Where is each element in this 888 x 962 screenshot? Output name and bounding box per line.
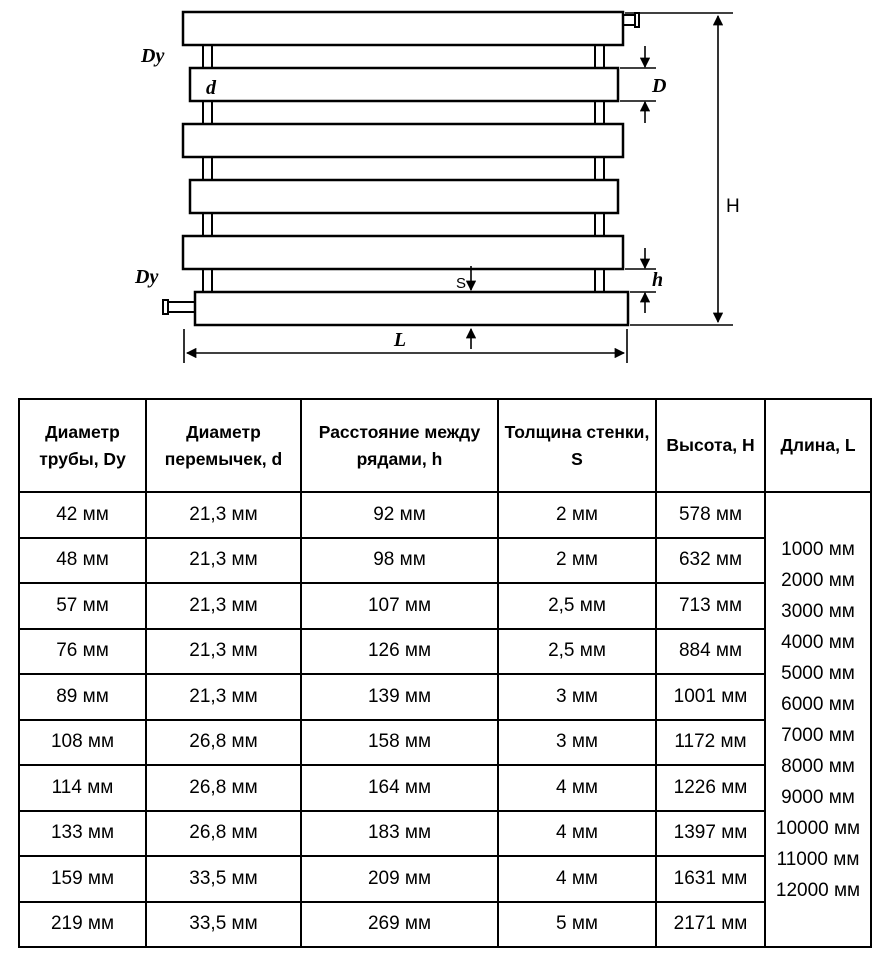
- column-header: Длина, L: [765, 399, 871, 492]
- length-cell: [765, 492, 871, 947]
- table-cell: 1631 мм: [656, 856, 765, 902]
- length-value: 4000 мм: [781, 631, 855, 653]
- table-cell: 2 мм: [498, 538, 656, 584]
- table-cell: 159 мм: [19, 856, 146, 902]
- column-header: Диаметр перемычек, d: [146, 399, 301, 492]
- table-row: [19, 538, 871, 584]
- table-cell: 4 мм: [498, 811, 656, 857]
- table-cell: 884 мм: [656, 629, 765, 675]
- table-cell: 21,3 мм: [146, 674, 301, 720]
- table-cell: 107 мм: [301, 583, 498, 629]
- spec-table: [18, 398, 872, 948]
- table-cell: 92 мм: [301, 492, 498, 538]
- table-cell: 713 мм: [656, 583, 765, 629]
- label-H: H: [726, 196, 740, 217]
- table-header-row: [19, 399, 871, 492]
- column-header: Высота, H: [656, 399, 765, 492]
- table-cell: 1226 мм: [656, 765, 765, 811]
- table-cell: 89 мм: [19, 674, 146, 720]
- label-d: d: [206, 77, 216, 99]
- label-D: D: [652, 75, 667, 97]
- table-cell: 4 мм: [498, 765, 656, 811]
- label-h: h: [652, 269, 664, 291]
- table-row: [19, 856, 871, 902]
- table-cell: 57 мм: [19, 583, 146, 629]
- label-L: L: [393, 329, 407, 351]
- tube-row: [190, 180, 618, 213]
- length-value: 5000 мм: [781, 662, 855, 684]
- tube-row: [195, 292, 628, 325]
- length-value: 2000 мм: [781, 569, 855, 591]
- table-cell: 164 мм: [301, 765, 498, 811]
- table-row: [19, 902, 871, 948]
- table-row: [19, 583, 871, 629]
- table-cell: 26,8 мм: [146, 765, 301, 811]
- length-value: 8000 мм: [781, 755, 855, 777]
- table-cell: 126 мм: [301, 629, 498, 675]
- length-value: 3000 мм: [781, 600, 855, 622]
- tube-rows: [183, 12, 628, 325]
- table-cell: 42 мм: [19, 492, 146, 538]
- table-cell: 183 мм: [301, 811, 498, 857]
- outlet-stub-bottom: [163, 300, 196, 314]
- table-cell: 48 мм: [19, 538, 146, 584]
- table-row: [19, 720, 871, 766]
- table-cell: 108 мм: [19, 720, 146, 766]
- length-value: 9000 мм: [781, 786, 855, 808]
- length-value: 11000 мм: [776, 848, 860, 870]
- table-cell: 269 мм: [301, 902, 498, 948]
- table-cell: 4 мм: [498, 856, 656, 902]
- table-cell: 1172 мм: [656, 720, 765, 766]
- table-cell: 1397 мм: [656, 811, 765, 857]
- label-S: S: [456, 275, 467, 292]
- register-drawing: [0, 0, 888, 392]
- table-row: [19, 674, 871, 720]
- table-cell: 114 мм: [19, 765, 146, 811]
- length-value: 7000 мм: [781, 724, 855, 746]
- length-value: 12000 мм: [775, 879, 861, 901]
- table-cell: 3 мм: [498, 720, 656, 766]
- length-value: 6000 мм: [781, 693, 855, 715]
- table-cell: 158 мм: [301, 720, 498, 766]
- table-row: [19, 811, 871, 857]
- table-cell: 578 мм: [656, 492, 765, 538]
- table-cell: 21,3 мм: [146, 538, 301, 584]
- table-cell: 632 мм: [656, 538, 765, 584]
- table-cell: 1001 мм: [656, 674, 765, 720]
- table-cell: 21,3 мм: [146, 492, 301, 538]
- table-cell: 98 мм: [301, 538, 498, 584]
- table-cell: 139 мм: [301, 674, 498, 720]
- table-cell: 3 мм: [498, 674, 656, 720]
- table-cell: 2,5 мм: [498, 629, 656, 675]
- table-cell: 2171 мм: [656, 902, 765, 948]
- table-cell: 21,3 мм: [146, 583, 301, 629]
- table-cell: 2,5 мм: [498, 583, 656, 629]
- table-cell: 2 мм: [498, 492, 656, 538]
- tube-row: [183, 12, 623, 45]
- table-cell: 209 мм: [301, 856, 498, 902]
- length-value: 10000 мм: [775, 817, 861, 839]
- column-header: Толщина стенки, S: [498, 399, 656, 492]
- table-row: [19, 629, 871, 675]
- label-Dy-bottom: Dy: [135, 266, 159, 288]
- register-diagram: [0, 0, 888, 392]
- label-Dy-top: Dy: [141, 45, 165, 67]
- table-cell: 133 мм: [19, 811, 146, 857]
- table-cell: 26,8 мм: [146, 720, 301, 766]
- inlet-stub-top: [623, 13, 639, 27]
- column-header: Расстояние между рядами, h: [301, 399, 498, 492]
- table-cell: 219 мм: [19, 902, 146, 948]
- table-cell: 33,5 мм: [146, 856, 301, 902]
- table-cell: 21,3 мм: [146, 629, 301, 675]
- tube-row: [183, 236, 623, 269]
- table-row: [19, 765, 871, 811]
- table-cell: 5 мм: [498, 902, 656, 948]
- tube-row: [183, 124, 623, 157]
- dimension-H: [625, 13, 733, 325]
- column-header: Диаметр трубы, Dy: [19, 399, 146, 492]
- table-row: [19, 492, 871, 538]
- table-cell: 76 мм: [19, 629, 146, 675]
- table-body: [19, 492, 871, 947]
- tube-row: [190, 68, 618, 101]
- table-cell: 26,8 мм: [146, 811, 301, 857]
- dimension-D: [620, 46, 656, 123]
- table-cell: 33,5 мм: [146, 902, 301, 948]
- length-value: 1000 мм: [781, 538, 855, 560]
